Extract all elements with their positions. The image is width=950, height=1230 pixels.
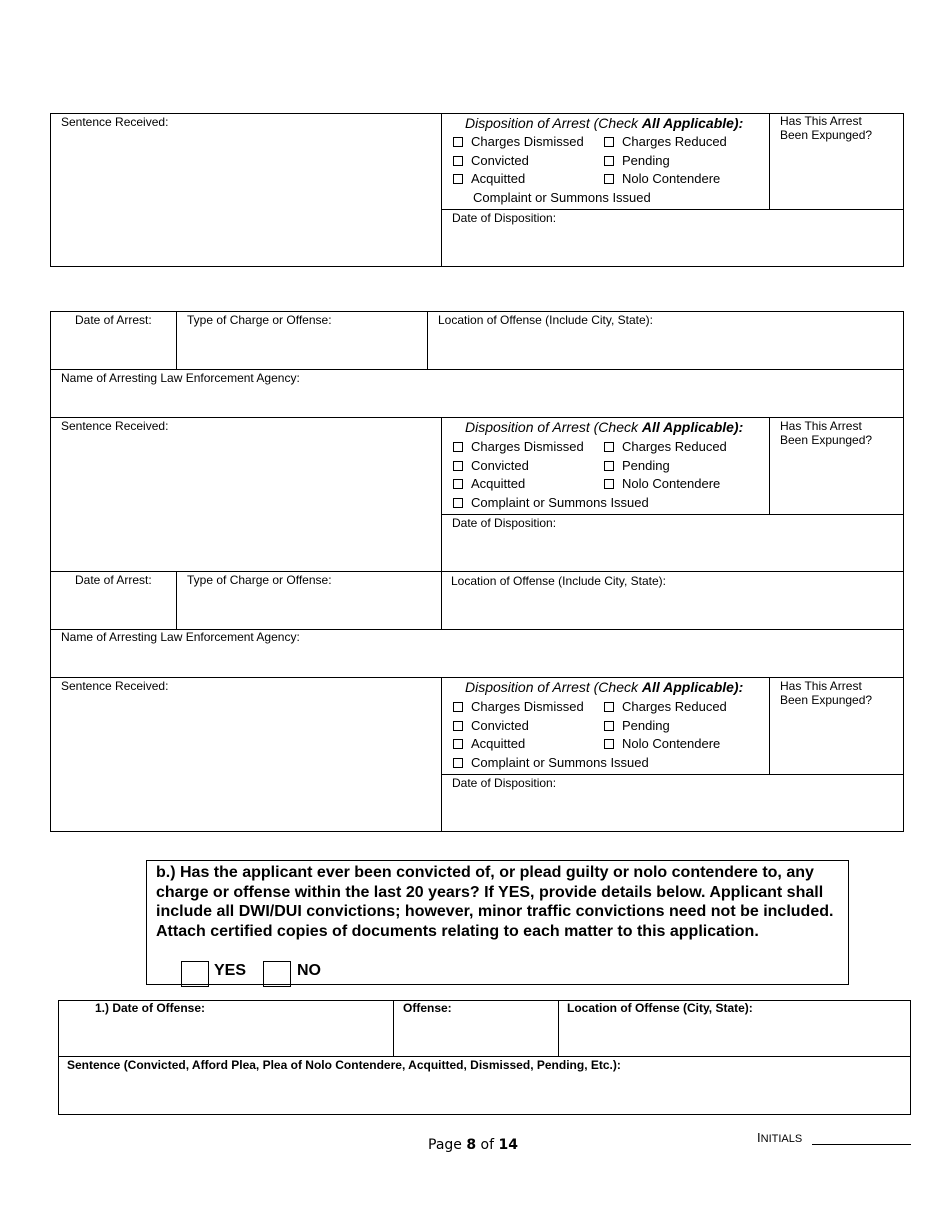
question-b-text: b.) Has the applicant ever been convicted of, or plead guilty or nolo contendere to, any charge or offense within the last 20 years? If YES, provide details below. Applicant shall include all DWI/DUI convictions; however, minor traffic convictions need not be included. Attach certified copies of documents relating to each matter to this application. <box>156 864 834 940</box>
checkbox-icon <box>604 442 614 452</box>
checkbox-icon <box>604 702 614 712</box>
convicted-checkbox[interactable]: Convicted <box>453 458 529 473</box>
sentence-received-label: Sentence Received: <box>61 115 169 129</box>
yes-checkbox[interactable] <box>181 961 209 987</box>
checkbox-icon <box>453 442 463 452</box>
checkbox-icon <box>604 721 614 731</box>
complaint-issued-label: Complaint or Summons Issued <box>473 190 651 205</box>
checkbox-icon <box>453 498 463 508</box>
location-label: Location of Offense (City, State): <box>567 1001 753 1015</box>
checkbox-icon <box>453 461 463 471</box>
checkbox-icon <box>604 461 614 471</box>
disposition-title: Disposition of Arrest (Check All Applicable): <box>465 419 744 435</box>
offense-label: Offense: <box>403 1001 452 1015</box>
nolo-contendere-checkbox[interactable]: Nolo Contendere <box>604 736 720 751</box>
checkbox-icon <box>604 137 614 147</box>
type-of-charge-label: Type of Charge or Offense: <box>187 313 332 327</box>
checkbox-icon <box>604 479 614 489</box>
date-of-disposition-label: Date of Disposition: <box>452 516 557 530</box>
location-of-offense-label: Location of Offense (Include City, State): <box>451 574 667 588</box>
initials-label: INITIALS <box>757 1130 803 1145</box>
complaint-issued-checkbox[interactable]: Complaint or Summons Issued <box>453 495 649 510</box>
disposition-title: Disposition of Arrest (Check All Applicable): <box>465 115 744 131</box>
date-of-arrest-label: Date of Arrest: <box>75 313 152 327</box>
checkbox-icon <box>604 739 614 749</box>
nolo-contendere-checkbox[interactable]: Nolo Contendere <box>604 171 720 186</box>
charges-dismissed-checkbox[interactable]: Charges Dismissed <box>453 439 584 454</box>
sentence-received-label: Sentence Received: <box>61 419 169 433</box>
date-of-arrest-label: Date of Arrest: <box>75 573 152 587</box>
charges-reduced-checkbox[interactable]: Charges Reduced <box>604 134 727 149</box>
date-of-disposition-label: Date of Disposition: <box>452 211 557 225</box>
checkbox-icon <box>604 174 614 184</box>
location-of-offense-label: Location of Offense (Include City, State): <box>438 313 654 327</box>
checkbox-icon <box>453 174 463 184</box>
convicted-checkbox[interactable]: Convicted <box>453 718 529 733</box>
checkbox-icon <box>453 739 463 749</box>
checkbox-icon <box>453 721 463 731</box>
checkbox-icon <box>453 156 463 166</box>
page-number: Page 8 of 14 <box>428 1137 518 1153</box>
arresting-agency-label: Name of Arresting Law Enforcement Agency: <box>61 630 300 644</box>
yes-label: YES <box>214 962 247 979</box>
charges-reduced-checkbox[interactable]: Charges Reduced <box>604 699 727 714</box>
expunged-label: Has This Arrest Been Expunged? <box>780 114 873 142</box>
checkbox-icon <box>453 137 463 147</box>
no-checkbox[interactable] <box>263 961 291 987</box>
arresting-agency-label: Name of Arresting Law Enforcement Agency: <box>61 371 300 385</box>
date-of-disposition-label: Date of Disposition: <box>452 776 557 790</box>
expunged-label: Has This Arrest Been Expunged? <box>780 679 873 707</box>
sentence-received-label: Sentence Received: <box>61 679 169 693</box>
nolo-contendere-checkbox[interactable]: Nolo Contendere <box>604 476 720 491</box>
acquitted-checkbox[interactable]: Acquitted <box>453 476 525 491</box>
checkbox-icon <box>453 479 463 489</box>
charges-dismissed-checkbox[interactable]: Charges Dismissed <box>453 134 584 149</box>
no-label: NO <box>297 962 321 979</box>
acquitted-checkbox[interactable]: Acquitted <box>453 736 525 751</box>
pending-checkbox[interactable]: Pending <box>604 458 670 473</box>
acquitted-checkbox[interactable]: Acquitted <box>453 171 525 186</box>
disposition-title: Disposition of Arrest (Check All Applicable): <box>465 679 744 695</box>
charges-dismissed-checkbox[interactable]: Charges Dismissed <box>453 699 584 714</box>
checkbox-icon <box>453 758 463 768</box>
complaint-issued-checkbox[interactable]: Complaint or Summons Issued <box>453 755 649 770</box>
pending-checkbox[interactable]: Pending <box>604 718 670 733</box>
sentence-label: Sentence (Convicted, Afford Plea, Plea of Nolo Contendere, Acquitted, Dismissed, Pending, Etc.): <box>67 1058 621 1072</box>
pending-checkbox[interactable]: Pending <box>604 153 670 168</box>
charges-reduced-checkbox[interactable]: Charges Reduced <box>604 439 727 454</box>
type-of-charge-label: Type of Charge or Offense: <box>187 573 332 587</box>
convicted-checkbox[interactable]: Convicted <box>453 153 529 168</box>
date-of-offense-label: 1.) Date of Offense: <box>95 1001 206 1015</box>
expunged-label: Has This Arrest Been Expunged? <box>780 419 873 447</box>
checkbox-icon <box>453 702 463 712</box>
checkbox-icon <box>604 156 614 166</box>
initials-line[interactable] <box>812 1144 911 1145</box>
